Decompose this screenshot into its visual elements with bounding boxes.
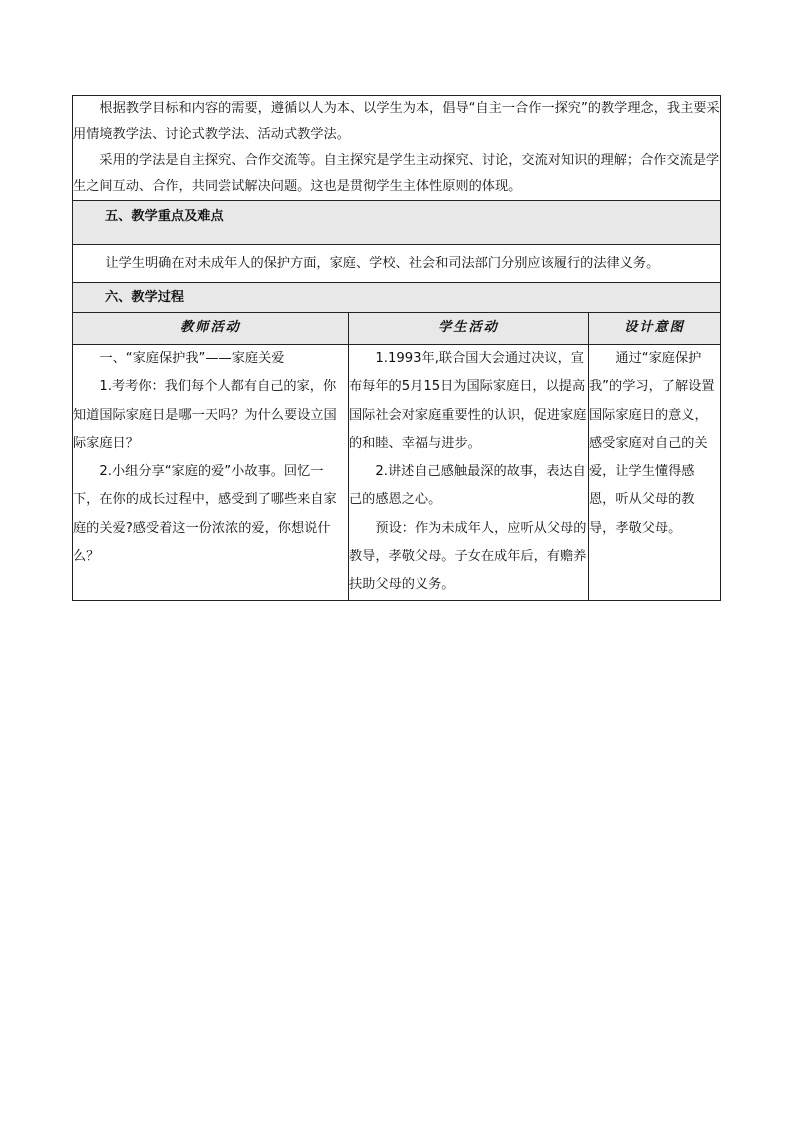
section-5-heading-row xyxy=(73,201,721,245)
column-header-design xyxy=(589,313,721,345)
section-5-content-row xyxy=(73,245,721,283)
section-6-heading-row xyxy=(73,283,721,313)
column-header-teacher-label: 教师活动 xyxy=(180,320,241,335)
design-intent-item: 通过“家庭保护我”的学习，了解设置国际家庭日的意义，感受家庭对自己的关爱，让学生懂得感恩，听从父母的教导，孝敬父母。 xyxy=(589,351,715,536)
section-5-heading: 五、教学重点及难点 xyxy=(105,209,224,224)
teaching-methods-row xyxy=(73,96,721,201)
section-6-heading: 六、教学过程 xyxy=(105,290,185,305)
column-header-student-label: 学生活动 xyxy=(438,320,499,335)
teacher-activity-item: 1.考考你：我们每个人都有自己的家，你知道国际家庭日是哪一天吗？为什么要设立国际家庭日？ xyxy=(73,379,337,451)
lesson-plan-table xyxy=(72,95,721,601)
teacher-activity-item: 一、“家庭保护我”——家庭关爱 xyxy=(99,351,285,366)
student-activity-item: 预设：作为未成年人，应听从父母的教导，孝敬父母。子女在成年后，有赡养扶助父母的义务。 xyxy=(349,520,587,593)
teaching-methods-cell xyxy=(73,96,721,201)
design-intent-cell xyxy=(589,345,721,601)
column-header-row xyxy=(73,313,721,345)
section-6-heading-cell xyxy=(73,283,721,313)
column-header-student xyxy=(349,313,589,345)
student-activity-cell xyxy=(349,345,589,601)
activity-row xyxy=(73,345,721,601)
column-header-design-label: 设计意图 xyxy=(624,320,685,335)
student-activity-item: 2.讲述自己感触最深的故事，表达自己的感恩之心。 xyxy=(349,464,586,508)
section-5-content-cell xyxy=(73,245,721,283)
student-activity-item: 1.1993年,联合国大会通过决议，宣布每年的5月15日为国际家庭日，以提高国际社会对家庭重要性的认识，促进家庭的和睦、幸福与进步。 xyxy=(349,351,587,451)
section-5-content: 让学生明确在对未成年人的保护方面，家庭、学校、社会和司法部门分别应该履行的法律义务。 xyxy=(105,256,660,271)
column-header-teacher xyxy=(73,313,349,345)
methods-paragraph-1: 根据教学目标和内容的需要，遵循以人为本、以学生为本，倡导“自主一合作一探究”的教学理念，我主要采用情境教学法、讨论式教学法、活动式教学法。 xyxy=(73,101,720,142)
teacher-activity-item: 2.小组分享“家庭的爱”小故事。回忆一下，在你的成长过程中，感受到了哪些来自家庭的关爱?感受着这一份浓浓的爱，你想说什么？ xyxy=(73,464,337,565)
section-5-heading-cell xyxy=(73,201,721,245)
teacher-activity-cell xyxy=(73,345,349,601)
methods-paragraph-2: 采用的学法是自主探究、合作交流等。自主探究是学生主动探究、讨论，交流对知识的理解；合作交流是学生之间互动、合作，共同尝试解决问题。这也是贯彻学生主体性原则的体现。 xyxy=(73,153,720,194)
